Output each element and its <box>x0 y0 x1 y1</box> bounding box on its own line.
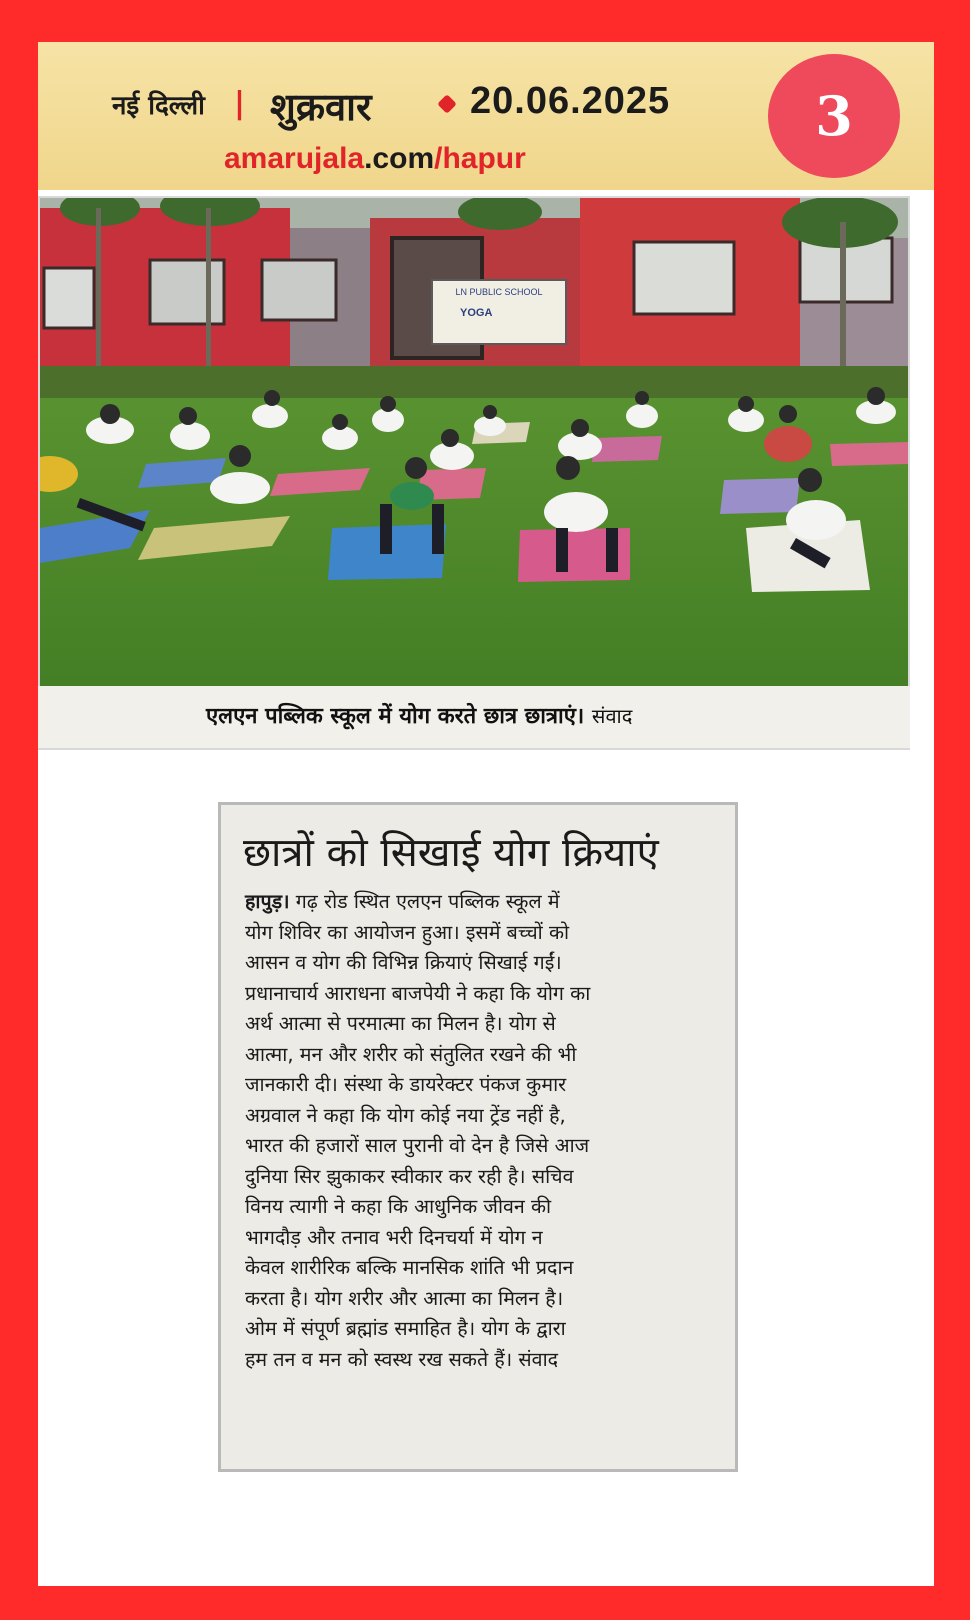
bullet-icon <box>437 94 457 114</box>
article-line <box>245 887 719 918</box>
caption-credit: संवाद <box>591 704 633 728</box>
article-line: करता है। योग शरीर और आत्मा का मिलन है। <box>245 1286 564 1310</box>
photo-caption <box>206 700 632 730</box>
article-line: आसन व योग की विभिन्न क्रियाएं सिखाई गईं। <box>245 951 562 974</box>
site-path: /hapur <box>434 142 526 175</box>
newspaper-clipping <box>38 42 934 1586</box>
edition-separator: | <box>234 86 245 121</box>
masthead <box>38 42 934 196</box>
photo-illustration <box>40 198 908 686</box>
article-line: आत्मा, मन और शरीर को संतुलित रखने की भी <box>245 1042 577 1066</box>
article-line: हम तन व मन को स्वस्थ रख सकते हैं। संवाद <box>245 1347 559 1371</box>
issue-date: 20.06.2025 <box>470 80 671 122</box>
site-brand: amarujala <box>224 142 365 175</box>
page-number-badge: 3 <box>768 54 900 178</box>
article-line: भागदौड़ और तनाव भरी दिनचर्या में योग न <box>245 1225 543 1249</box>
article-line: जानकारी दी। संस्था के डायरेक्टर पंकज कुमार <box>245 1073 567 1096</box>
banner-yoga-text: YOGA <box>460 307 493 319</box>
article-line: ओम में संपूर्ण ब्रह्मांड समाहित है। योग के द्वारा <box>245 1317 566 1340</box>
article-line: प्रधानाचार्य आराधना बाजपेयी ने कहा कि योग का <box>245 981 591 1005</box>
article-line-text: गढ़ रोड स्थित एलएन पब्लिक स्कूल में <box>289 890 560 913</box>
article-line: केवल शारीरिक बल्कि मानसिक शांति भी प्रदान <box>245 1256 574 1279</box>
article-body <box>245 887 719 1375</box>
site-url <box>224 142 526 176</box>
article-line: अर्थ आत्मा से परमात्मा का मिलन है। योग से <box>245 1012 556 1035</box>
photo-caption-bar <box>38 686 910 750</box>
article-line: अग्रवाल ने कहा कि योग कोई नया ट्रेंड नहीं है, <box>245 1103 566 1127</box>
article-line: विनय त्यागी ने कहा कि आधुनिक जीवन की <box>245 1195 552 1218</box>
banner-school-text: LN PUBLIC SCHOOL <box>455 287 543 297</box>
site-domain: .com <box>364 142 435 175</box>
article-line: दुनिया सिर झुकाकर स्वीकार कर रही है। सचिव <box>245 1164 574 1188</box>
article-line: भारत की हजारों साल पुरानी वो देन है जिसे आज <box>245 1134 590 1157</box>
article-line: योग शिविर का आयोजन हुआ। इसमें बच्चों को <box>245 920 570 944</box>
article-headline: छात्रों को सिखाई योग क्रियाएं <box>243 830 659 876</box>
weekday-label: शुक्रवार <box>270 85 372 129</box>
caption-text: एलएन पब्लिक स्कूल में योग करते छात्र छात्राएं। <box>206 704 585 729</box>
edition-label: नई दिल्ली <box>112 91 205 121</box>
yoga-photo <box>38 196 910 688</box>
article-dateline: हापुड़। <box>245 890 290 913</box>
news-article <box>218 802 738 1472</box>
